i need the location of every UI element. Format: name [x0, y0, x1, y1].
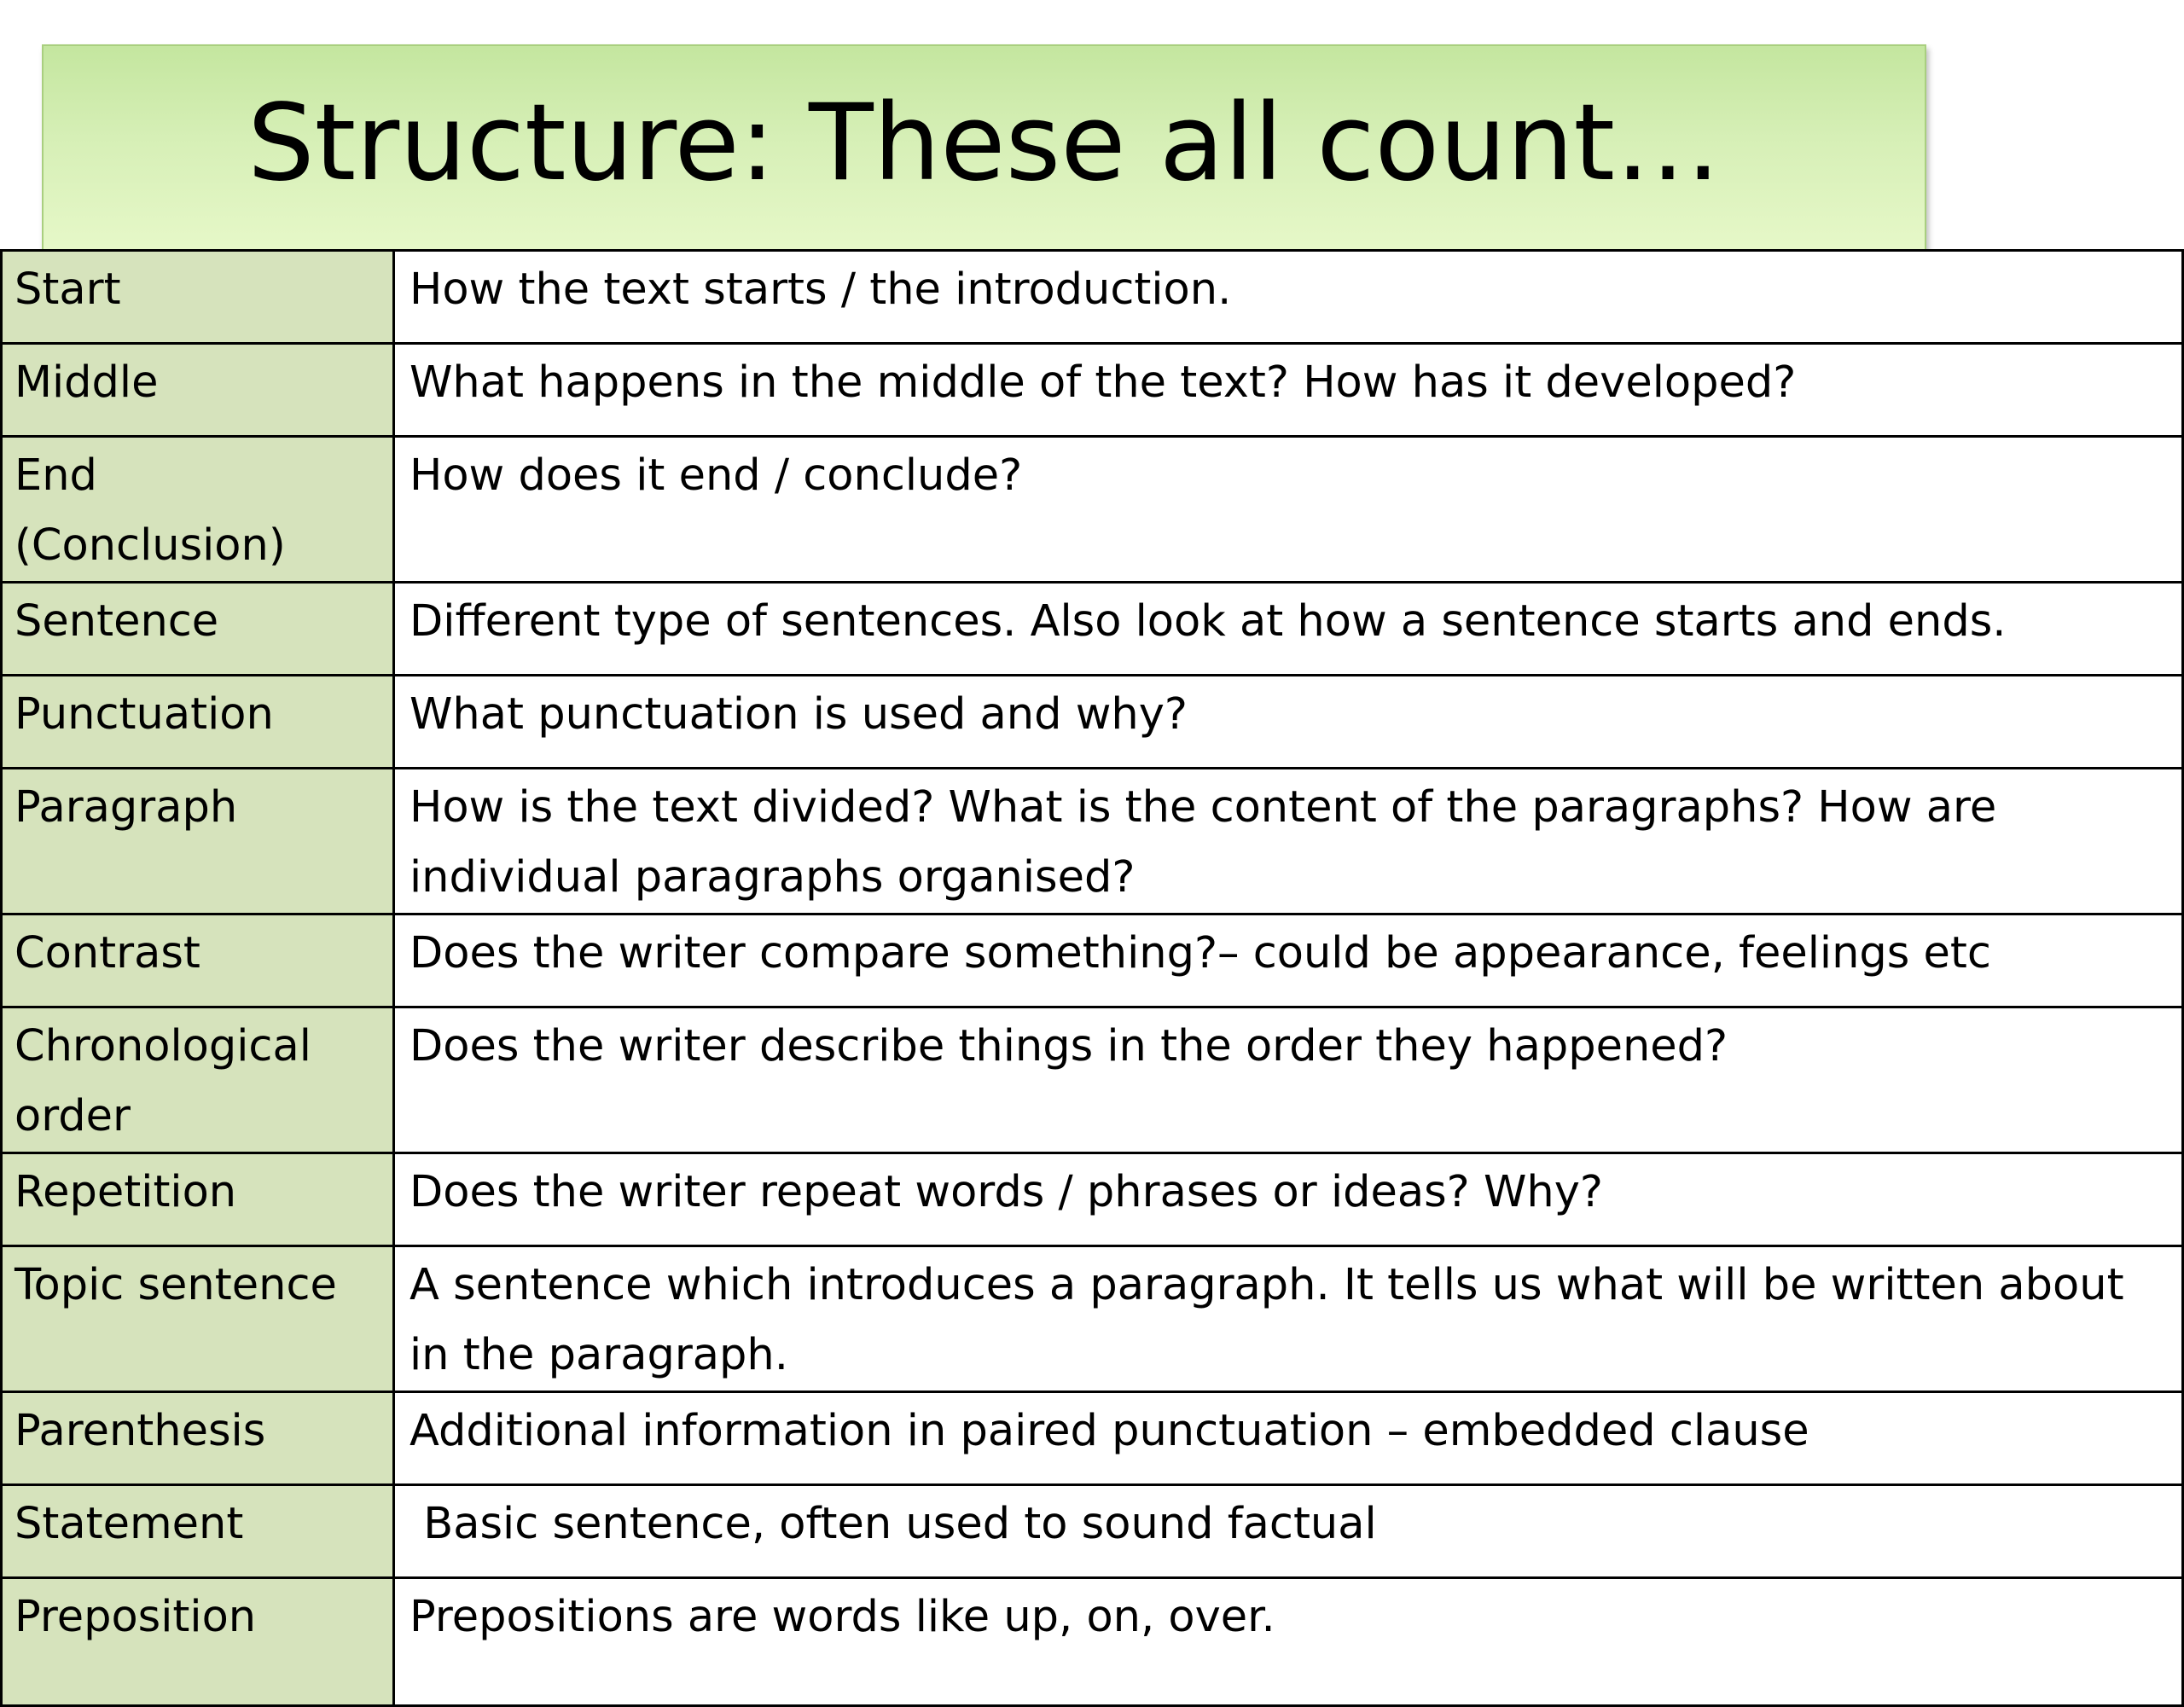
term-cell: Preposition — [2, 1578, 394, 1706]
description-cell: Does the writer describe things in the order they happened? — [394, 1007, 2183, 1153]
slide-title: Structure: These all count… — [247, 82, 1722, 205]
description-cell: Does the writer compare something?– could be appearance, feelings etc — [394, 914, 2183, 1007]
term-cell: Sentence — [2, 583, 394, 676]
term-cell: Middle — [2, 344, 394, 437]
term-cell: Parenthesis — [2, 1392, 394, 1485]
term-cell: Topic sentence — [2, 1246, 394, 1392]
slide-title-box — [42, 44, 1926, 251]
description-cell: What happens in the middle of the text? How has it developed? — [394, 344, 2183, 437]
table-row — [2, 1246, 2183, 1392]
table-row — [2, 1578, 2183, 1706]
term-cell: End (Conclusion) — [2, 437, 394, 583]
table-row — [2, 437, 2183, 583]
description-cell: How is the text divided? What is the content of the paragraphs? How are individual paragraphs organised? — [394, 769, 2183, 914]
term-cell: Chronological order — [2, 1007, 394, 1153]
table-row — [2, 769, 2183, 914]
term-cell: Paragraph — [2, 769, 394, 914]
description-cell: Prepositions are words like up, on, over. — [394, 1578, 2183, 1706]
description-cell: A sentence which introduces a paragraph. It tells us what will be written about in the paragraph. — [394, 1246, 2183, 1392]
table-row — [2, 251, 2183, 344]
table-row — [2, 583, 2183, 676]
description-cell: Basic sentence, often used to sound factual — [394, 1485, 2183, 1578]
description-cell: What punctuation is used and why? — [394, 676, 2183, 769]
structure-table — [0, 249, 2184, 1707]
table-row — [2, 1007, 2183, 1153]
term-cell: Statement — [2, 1485, 394, 1578]
description-cell: How the text starts / the introduction. — [394, 251, 2183, 344]
table-row — [2, 344, 2183, 437]
table-row — [2, 1485, 2183, 1578]
table-row — [2, 1153, 2183, 1246]
term-cell: Contrast — [2, 914, 394, 1007]
term-cell: Punctuation — [2, 676, 394, 769]
term-cell: Start — [2, 251, 394, 344]
table-row — [2, 914, 2183, 1007]
table-row — [2, 1392, 2183, 1485]
description-cell: Additional information in paired punctuation – embedded clause — [394, 1392, 2183, 1485]
table-row — [2, 676, 2183, 769]
description-cell: Does the writer repeat words / phrases or ideas? Why? — [394, 1153, 2183, 1246]
term-cell: Repetition — [2, 1153, 394, 1246]
description-cell: Different type of sentences. Also look at how a sentence starts and ends. — [394, 583, 2183, 676]
description-cell: How does it end / conclude? — [394, 437, 2183, 583]
